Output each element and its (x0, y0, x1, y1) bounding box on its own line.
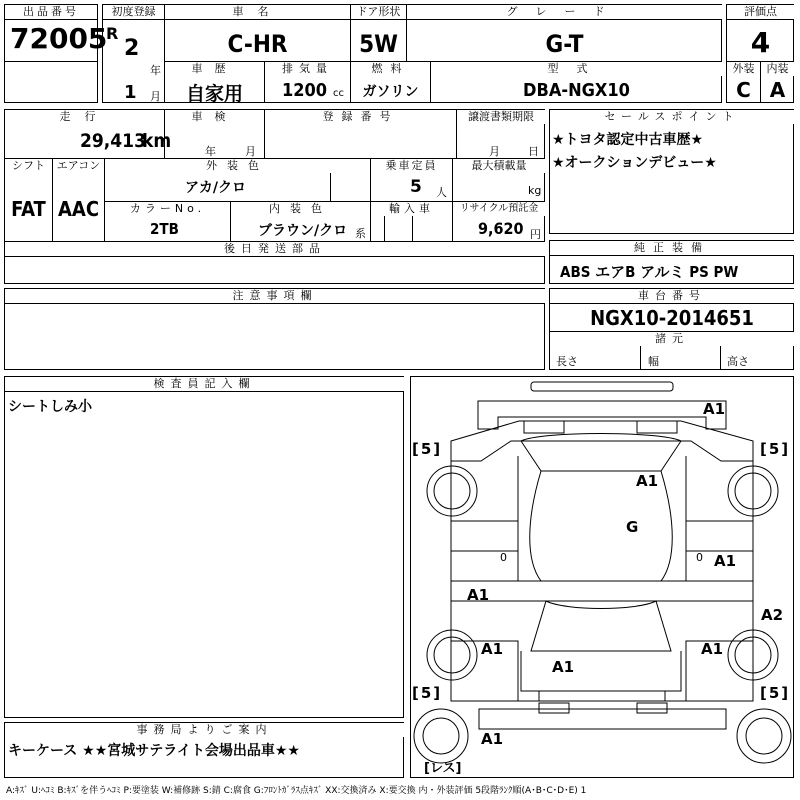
mileage: 29,413 (80, 130, 146, 152)
transfer-month-unit: 月 (489, 145, 500, 158)
inspector-box (4, 376, 404, 718)
damage-right-rear-door: A2 (761, 606, 784, 624)
car-name-label: 車名 (165, 5, 350, 19)
exterior-grade: C (736, 78, 751, 102)
shift: FAT (11, 197, 46, 221)
damage-hood: A1 (636, 472, 659, 490)
ext-color: アカ/クロ (185, 180, 246, 196)
recycle-unit: 円 (530, 228, 541, 241)
notes-label: 注意事項欄 (5, 289, 545, 303)
month-unit: 月 (150, 90, 161, 103)
capacity: 5 (410, 177, 422, 197)
tire-rear-right: [5] (760, 684, 791, 702)
score: 4 (750, 26, 771, 59)
inspection-year-unit: 年 (205, 145, 216, 158)
spec-height: 高さ (727, 355, 749, 368)
lot-number-label: 出品番号 (5, 5, 97, 20)
recycle-label: リサイクル預託金 (453, 202, 545, 216)
recycle-fee: 9,620 (478, 219, 524, 238)
equipment-list: ABS エアB アルミ PS PW (560, 263, 739, 281)
int-color-unit: 系 (355, 227, 366, 240)
int-color: ブラウン/クロ (258, 223, 348, 239)
score-label: 評価点 (727, 5, 794, 19)
door-type-label: ドア形状 (351, 5, 406, 19)
later-parts-label: 後日発送部品 (5, 242, 545, 256)
ext-color-label: 外装色 (105, 159, 370, 173)
equipment-label: 純正装備 (550, 241, 794, 255)
specs-label: 諸元 (550, 332, 794, 346)
aircon: AAC (57, 197, 100, 221)
max-load-label: 最大積載量 (453, 159, 545, 173)
history-label: 車歴 (165, 62, 264, 76)
inspection-month-unit: 月 (245, 145, 256, 158)
damage-windshield: G (626, 518, 639, 536)
damage-rear-bumper: A1 (481, 730, 504, 748)
chassis-label: 車台番号 (550, 289, 794, 303)
displacement: 1200 (282, 80, 328, 101)
damage-roof-rear: A1 (552, 658, 575, 676)
car-name: C-HR (227, 30, 288, 58)
int-color-label: 内装色 (231, 202, 370, 216)
damage-left-front-fender: A1 (467, 586, 490, 604)
model: DBA-NGX10 (523, 80, 630, 101)
first-registration-label: 初度登録 (103, 5, 164, 19)
interior-grade: A (769, 78, 786, 102)
chassis-number: NGX10-2014651 (590, 306, 754, 330)
damage-diagram (410, 376, 794, 778)
capacity-label: 乗車定員 (371, 159, 452, 173)
exterior-label: 外装 (727, 62, 760, 76)
spare-tire: [レス] (424, 761, 462, 776)
capacity-unit: 人 (436, 186, 447, 199)
car-diagram-svg (411, 377, 793, 777)
history: 自家用 (185, 83, 243, 105)
registration-year: 2 (124, 36, 140, 61)
shift-label: シフト (5, 159, 52, 173)
damage-right-front-door: A1 (714, 552, 737, 570)
left-mirror-mark: 0 (500, 551, 507, 564)
inspector-note: シートしみ小 (8, 399, 92, 415)
sales-point-1: ★トヨタ認定中古車歴★ (552, 132, 704, 148)
fuel-label: 燃料 (351, 62, 430, 76)
right-mirror-mark: 0 (696, 551, 703, 564)
interior-label: 内装 (761, 62, 794, 76)
inspection-label: 車検 (165, 110, 264, 124)
model-label: 型式 (431, 62, 722, 76)
damage-front-bumper: A1 (703, 400, 726, 418)
sales-point-2: ★オークションデビュー★ (552, 155, 717, 171)
inspector-label: 検査員記入欄 (5, 377, 404, 391)
damage-left-rear-door: A1 (481, 640, 504, 658)
office-note: キーケース ★★宮城サテライト会場出品車★★ (8, 743, 300, 759)
displacement-label: 排気量 (265, 62, 350, 76)
displacement-unit: cc (333, 88, 344, 99)
tire-front-left: [5] (412, 440, 443, 458)
registration-month: 1 (124, 82, 137, 103)
mileage-label: 走行 (5, 110, 164, 124)
grade: G-T (545, 30, 584, 58)
door-type: 5W (359, 30, 398, 58)
tire-rear-left: [5] (412, 684, 443, 702)
import-label: 輸入車 (371, 202, 452, 216)
lot-number: 72005 (10, 22, 108, 55)
grade-label: グレード (407, 5, 722, 19)
year-unit: 年 (150, 64, 161, 77)
mileage-unit: km (142, 130, 172, 152)
tire-front-right: [5] (760, 440, 791, 458)
transfer-deadline-label: 譲渡書類期限 (457, 110, 545, 124)
aircon-label: エアコン (53, 159, 104, 173)
sales-points-label: セールスポイント (550, 110, 794, 124)
damage-legend: A:ｷｽﾞ U:ﾍｺﾐ B:ｷｽﾞを伴うﾍｺﾐ P:要塗装 W:補修跡 S:錆 C:腐食 G:ﾌﾛﾝﾄｶﾞﾗｽ点ｷｽﾞ XX:交換済み X:要交換 内・外装評価 5段階ﾗﾝｸ順(A･B･C･D･E) 1 (6, 786, 587, 796)
fuel: ガソリン (362, 84, 419, 100)
max-load-unit: kg (528, 184, 542, 197)
office-label: 事務局よりご案内 (5, 723, 404, 737)
transfer-day-unit: 日 (528, 145, 539, 158)
registration-number-label: 登録番号 (265, 110, 456, 124)
spec-width: 幅 (648, 355, 659, 368)
damage-right-rear-fender: A1 (701, 640, 724, 658)
era-label: R (106, 24, 119, 43)
color-number-label: カラーNo. (105, 202, 230, 216)
spec-length: 長さ (556, 355, 578, 368)
color-number: 2TB (150, 220, 179, 238)
